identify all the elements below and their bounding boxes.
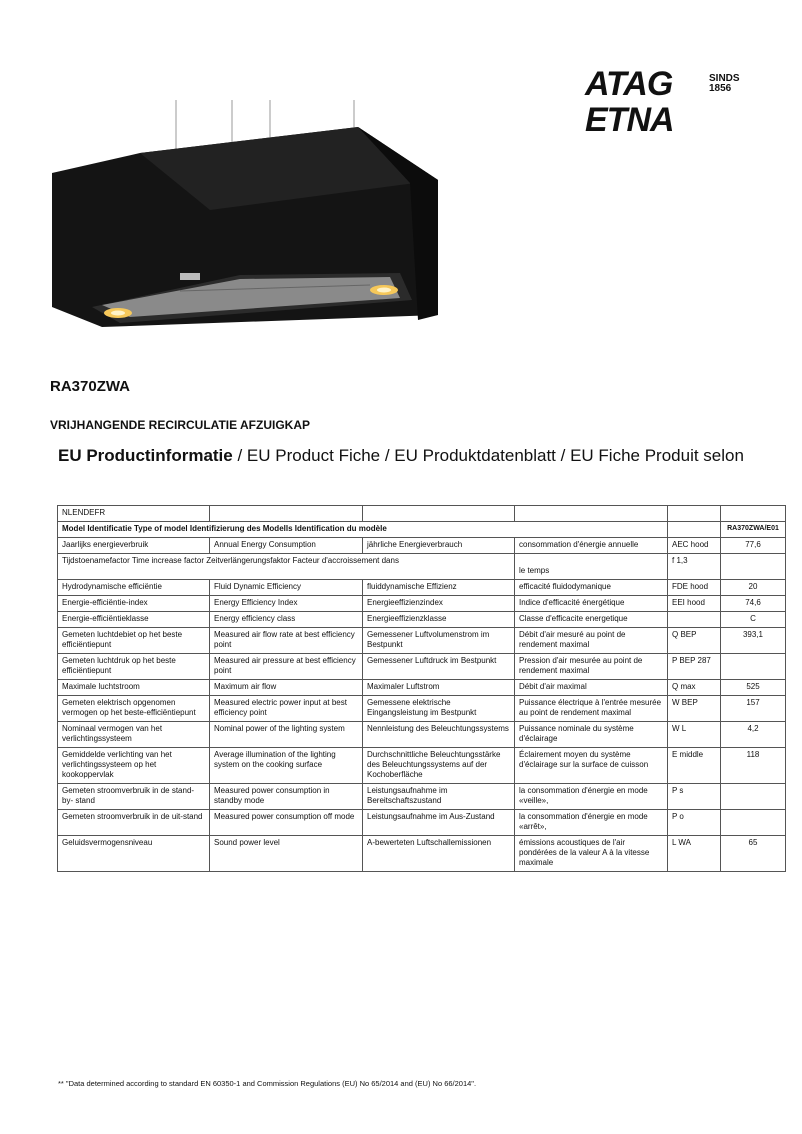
table-cell: jährliche Energieverbrauch: [363, 538, 515, 554]
model-identification-row: [58, 522, 786, 538]
table-cell: consommation d'énergie annuelle: [515, 538, 668, 554]
table-cell: P o: [668, 810, 721, 836]
table-cell: Gemeten luchtdruk op het beste efficiëntiepunt: [58, 654, 210, 680]
table-cell: [721, 554, 786, 580]
table-row: [58, 628, 786, 654]
table-cell: Annual Energy Consumption: [210, 538, 363, 554]
model-number: RA370ZWA: [50, 378, 131, 395]
table-cell: 77,6: [721, 538, 786, 554]
table-cell: la consommation d'énergie en mode «arrêt»,: [515, 810, 668, 836]
table-cell: [721, 654, 786, 680]
table-cell: Gemeten luchtdebiet op het beste efficiëntiepunt: [58, 628, 210, 654]
table-cell: Gemeten elektrisch opgenomen vermogen op het beste-efficiëntiepunt: [58, 696, 210, 722]
table-cell: Nominaal vermogen van het verlichtingssysteem: [58, 722, 210, 748]
table-cell: Fluid Dynamic Efficiency: [210, 580, 363, 596]
table-cell: Energy efficiency class: [210, 612, 363, 628]
table-cell: Maximaler Luftstrom: [363, 680, 515, 696]
table-cell: Energieeffizienzindex: [363, 596, 515, 612]
spec-table: [57, 505, 786, 872]
table-cell: Energie-efficiëntieklasse: [58, 612, 210, 628]
table-row: [58, 596, 786, 612]
table-cell: EEI hood: [668, 596, 721, 612]
fiche-title: [58, 446, 744, 466]
table-cell: Indice d'efficacité énergétique: [515, 596, 668, 612]
table-cell: Débit d'air maximal: [515, 680, 668, 696]
table-cell: Measured air flow rate at best efficiency point: [210, 628, 363, 654]
table-cell: Tijdstoenamefactor Time increase factor Zeitverlängerungsfaktor Facteur d'accroissement dans: [58, 554, 515, 580]
table-row: [58, 784, 786, 810]
table-cell: Energieeffizienzklasse: [363, 612, 515, 628]
table-cell: Éclairement moyen du système d'éclairage sur la surface de cuisson: [515, 748, 668, 784]
table-cell: [721, 810, 786, 836]
table-cell: Q BEP: [668, 628, 721, 654]
table-cell: E middle: [668, 748, 721, 784]
table-cell: Average illumination of the lighting system on the cooking surface: [210, 748, 363, 784]
table-cell: Maximale luchtstroom: [58, 680, 210, 696]
table-cell: Gemessener Luftdruck im Bestpunkt: [363, 654, 515, 680]
table-cell: Puissance nominale du système d'éclairage: [515, 722, 668, 748]
table-row: [58, 810, 786, 836]
table-cell: 20: [721, 580, 786, 596]
table-row: [58, 836, 786, 872]
table-cell: Classe d'efficacite energetique: [515, 612, 668, 628]
fiche-title-rest: / EU Product Fiche / EU Produktdatenblatt / EU Fiche Produit selon: [232, 446, 744, 465]
footnote: ** "Data determined according to standard EN 60350-1 and Commission Regulations (EU) No 65/2014 and (EU) No 66/2014".: [58, 1079, 477, 1088]
table-cell: Gemiddelde verlichting van het verlichtingssysteem op het kookoppervlak: [58, 748, 210, 784]
model-identification-label: Model Identificatie Type of model Identifizierung des Modells Identification du modèle: [58, 522, 668, 538]
brand-since-label: [709, 74, 740, 94]
table-cell: W L: [668, 722, 721, 748]
table-cell: Maximum air flow: [210, 680, 363, 696]
table-cell: Energy Efficiency Index: [210, 596, 363, 612]
table-cell: [668, 612, 721, 628]
table-cell: W BEP: [668, 696, 721, 722]
table-row: [58, 580, 786, 596]
table-cell: Débit d'air mesuré au point de rendement maximal: [515, 628, 668, 654]
table-cell: le temps: [515, 554, 668, 580]
table-cell: FDE hood: [668, 580, 721, 596]
table-cell: Gemeten stroomverbruik in de stand-by- stand: [58, 784, 210, 810]
table-cell: [721, 784, 786, 810]
since-line-2: 1856: [709, 83, 732, 94]
table-cell: P s: [668, 784, 721, 810]
table-row: [58, 554, 786, 580]
table-cell: Measured power consumption in standby mode: [210, 784, 363, 810]
table-cell: Gemessener Luftvolumenstrom im Bestpunkt: [363, 628, 515, 654]
table-cell: fluiddynamische Effizienz: [363, 580, 515, 596]
table-row: [58, 696, 786, 722]
table-cell: A-bewerteten Luftschallemissionen: [363, 836, 515, 872]
table-cell: Pression d'air mesurée au point de rendement maximal: [515, 654, 668, 680]
table-row: [58, 722, 786, 748]
brand-logo-wordmark: ATAG ETNA: [585, 65, 674, 139]
product-subtitle: VRIJHANGENDE RECIRCULATIE AFZUIGKAP: [50, 418, 311, 432]
table-cell: AEC hood: [668, 538, 721, 554]
table-cell: 393,1: [721, 628, 786, 654]
table-cell: L WA: [668, 836, 721, 872]
table-cell: 74,6: [721, 596, 786, 612]
table-cell: 157: [721, 696, 786, 722]
table-cell: efficacité fluidodymanique: [515, 580, 668, 596]
table-cell: Measured power consumption off mode: [210, 810, 363, 836]
table-cell: Geluidsvermogensniveau: [58, 836, 210, 872]
table-cell: Nominal power of the lighting system: [210, 722, 363, 748]
table-cell: Sound power level: [210, 836, 363, 872]
table-cell: Hydrodynamische efficiëntie: [58, 580, 210, 596]
table-cell: 4,2: [721, 722, 786, 748]
table-cell: Gemeten stroomverbruik in de uit-stand: [58, 810, 210, 836]
table-row: [58, 538, 786, 554]
table-row: [58, 654, 786, 680]
table-cell: 118: [721, 748, 786, 784]
table-cell: Measured air pressure at best efficiency point: [210, 654, 363, 680]
table-cell: Q max: [668, 680, 721, 696]
table-row: [58, 612, 786, 628]
table-cell: la consommation d'énergie en mode «veille»,: [515, 784, 668, 810]
table-header-row: [58, 506, 786, 522]
since-line-1: SINDS: [709, 73, 740, 84]
table-cell: Puissance électrique à l'entrée mesurée au point de rendement maximal: [515, 696, 668, 722]
brand-logo: [585, 65, 755, 139]
table-cell: Gemessene elektrische Eingangsleistung im Bestpunkt: [363, 696, 515, 722]
table-cell: Leistungsaufnahme im Aus-Zustand: [363, 810, 515, 836]
table-header-languages: NLENDEFR: [58, 506, 210, 522]
table-cell: Jaarlijks energieverbruik: [58, 538, 210, 554]
table-cell: Nennleistung des Beleuchtungssystems: [363, 722, 515, 748]
table-row: [58, 748, 786, 784]
table-cell: 65: [721, 836, 786, 872]
table-cell: Leistungsaufnahme im Bereitschaftszustand: [363, 784, 515, 810]
product-image-hood: [40, 95, 460, 335]
table-row: [58, 680, 786, 696]
table-cell: Energie-efficiëntie-index: [58, 596, 210, 612]
table-cell: P BEP 287: [668, 654, 721, 680]
table-cell: C: [721, 612, 786, 628]
table-cell: 525: [721, 680, 786, 696]
table-cell: f 1,3: [668, 554, 721, 580]
table-cell: émissions acoustiques de l'air pondérées de la valeur A à la vitesse maximale: [515, 836, 668, 872]
model-identification-value: RA370ZWA/E01: [721, 522, 786, 538]
fiche-title-bold: EU Productinformatie: [58, 446, 233, 465]
table-cell: Durchschnittliche Beleuchtungsstärke des Beleuchtungssystems auf der Kochoberfläche: [363, 748, 515, 784]
table-cell: Measured electric power input at best efficiency point: [210, 696, 363, 722]
